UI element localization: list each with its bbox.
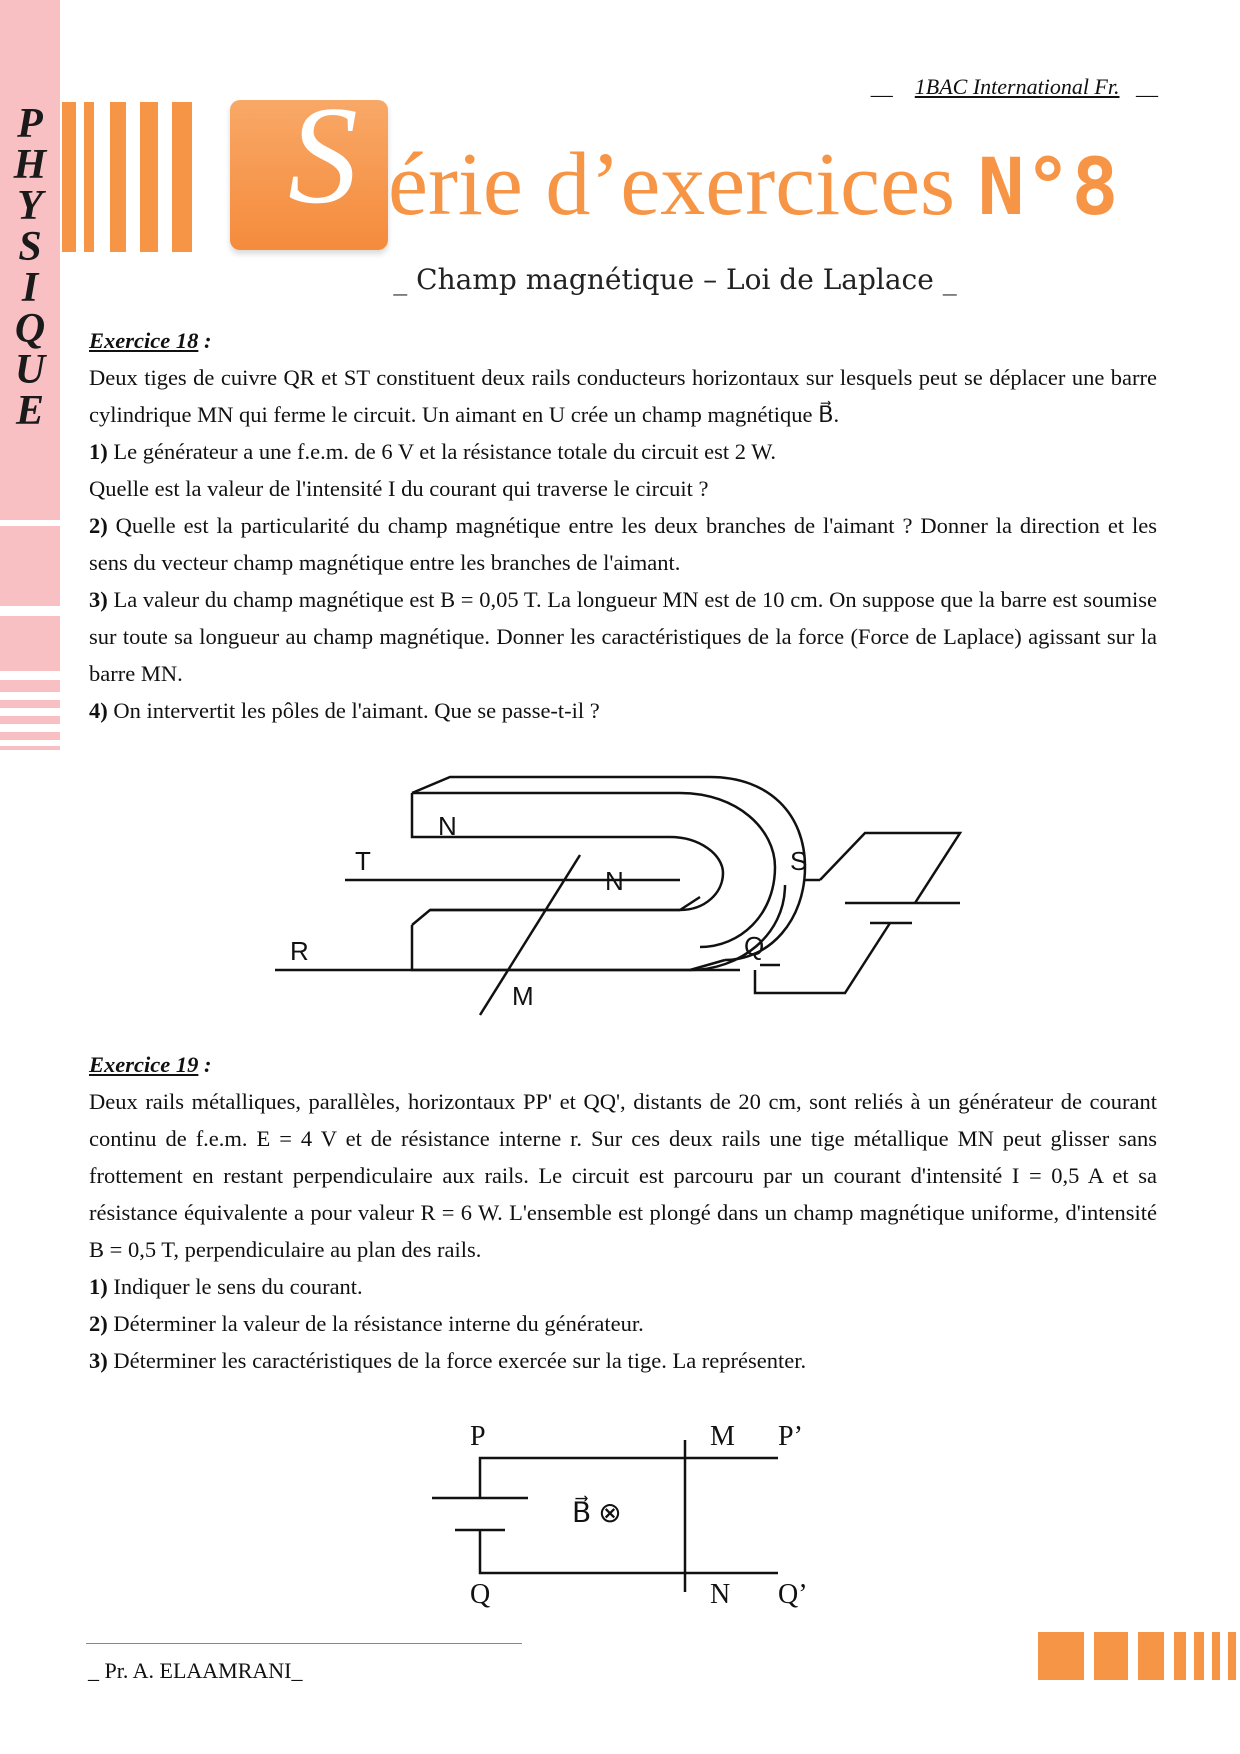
question: 2) Déterminer la valeur de la résistance interne du générateur.: [89, 1311, 644, 1336]
rod-label-m: M: [710, 1421, 735, 1452]
footer-bar: [1038, 1632, 1084, 1680]
rail-label-s: S: [790, 846, 808, 876]
footer-bar: [1094, 1632, 1128, 1680]
rail-label-r: R: [290, 936, 309, 966]
page-title-text: érie d’exercices: [388, 135, 978, 234]
question: 4) On intervertit les pôles de l'aimant. Que se passe-t-il ?: [89, 698, 600, 723]
page-subtitle: _ Champ magnétique – Loi de Laplace _: [393, 263, 957, 296]
exercise-title-text: Exercice 18: [89, 328, 199, 353]
question: 3) La valeur du champ magnétique est B = 0,05 T. La longueur MN est de 10 cm. On suppose que la barre est soumise sur toute sa longueur au champ magnétique. Donner les caractéristiques de la force (Force de Laplace) agissant sur la barre MN.: [89, 587, 1157, 686]
sidebar-stripe: [0, 732, 60, 740]
class-label-suffix: __: [1136, 74, 1158, 99]
title-initial: S: [288, 78, 358, 233]
exercise-19: [89, 1046, 1157, 1379]
rail-label-q: Q: [470, 1579, 491, 1610]
page-title: [388, 135, 1119, 234]
question-continuation: Quelle est la valeur de l'intensité I du courant qui traverse le circuit ?: [89, 476, 709, 501]
exercise-title-text: Exercice 19: [89, 1052, 199, 1077]
rail-label-p: P: [470, 1421, 486, 1452]
footer-bar: [1194, 1632, 1204, 1680]
sidebar-stripe: [0, 680, 60, 692]
subject-letter: H: [13, 142, 47, 188]
series-number: N°8: [977, 143, 1119, 233]
sidebar-stripe: [0, 716, 60, 724]
footer-author: _ Pr. A. ELAAMRANI_: [88, 1658, 303, 1683]
header-bar: [140, 102, 158, 252]
magnetic-field-label: B⃗ ⊗: [572, 1498, 622, 1529]
subject-letter: I: [21, 265, 39, 311]
exercise-18: [89, 322, 1157, 729]
sidebar-stripe: [0, 526, 60, 606]
subject-letter: Y: [17, 183, 43, 229]
class-label: [871, 74, 1158, 100]
rails-circuit-figure: [420, 1410, 840, 1610]
bar-label-m: M: [512, 981, 534, 1011]
question: 2) Quelle est la particularité du champ magnétique entre les deux branches de l'aimant ? Donner la direction et les sens du vecteur champ magnétique entre les branches de l'aimant.: [89, 513, 1157, 575]
subject-letter: P: [17, 101, 43, 147]
rail-label-q: Q: [744, 931, 765, 961]
rail-label-q-prime: Q’: [778, 1579, 808, 1610]
footer-bar: [1228, 1632, 1236, 1680]
header-bar: [84, 102, 94, 252]
rod-label-n: N: [710, 1579, 731, 1610]
sidebar-stripe: [0, 700, 60, 708]
header-bar: [110, 102, 126, 252]
question: 1) Le générateur a une f.e.m. de 6 V et la résistance totale du circuit est 2 W.: [89, 439, 777, 464]
exercise-intro: Deux rails métalliques, parallèles, horizontaux PP' et QQ', distants de 20 cm, sont reliés à un générateur de courant continu de f.e.m. E = 4 V et de résistance interne r. Sur ces deux rails une tige métallique MN peut glisser sans frottement en restant perpendiculaire aux rails. Le circuit est parcouru par un courant d'intensité I = 0,5 A et sa résistance équivalente a pour valeur R = 6 W. L'ensemble est plongé dans un champ magnétique uniforme, d'intensité B = 0,5 T, perpendiculaire au plan des rails.: [89, 1089, 1157, 1262]
rail-label-p-prime: P’: [778, 1421, 803, 1452]
exercise-title: Exercice 19 :: [89, 1052, 212, 1077]
sidebar-stripe: [0, 746, 60, 750]
rail-label-t: T: [355, 846, 371, 876]
exercise-title: Exercice 18 :: [89, 328, 212, 353]
class-label-prefix: __: [870, 74, 893, 99]
header-bar: [172, 102, 192, 252]
question: 3) Déterminer les caractéristiques de la force exercée sur la tige. La représenter.: [89, 1348, 807, 1373]
question: 1) Indiquer le sens du courant.: [89, 1274, 363, 1299]
footer-bar: [1212, 1632, 1220, 1680]
sidebar-stripe: [0, 616, 60, 671]
class-label-text: 1BAC International Fr.: [914, 74, 1120, 99]
magnet-north-label: N: [438, 811, 457, 841]
subject-letter: U: [14, 347, 46, 393]
header-bar: [62, 102, 76, 252]
footer-divider: [86, 1643, 522, 1644]
subject-letter: E: [15, 388, 44, 434]
footer-bar: [1138, 1632, 1164, 1680]
subject-letter: Q: [14, 306, 46, 352]
subject-letter: S: [18, 224, 42, 270]
bar-label-n: N: [605, 866, 624, 896]
footer-bar: [1174, 1632, 1186, 1680]
magnet-rails-figure: [260, 775, 980, 1030]
exercise-intro: Deux tiges de cuivre QR et ST constituent deux rails conducteurs horizontaux sur lesquels peut se déplacer une barre cylindrique MN qui ferme le circuit. Un aimant en U crée un champ magnétique B⃗.: [89, 365, 1157, 427]
